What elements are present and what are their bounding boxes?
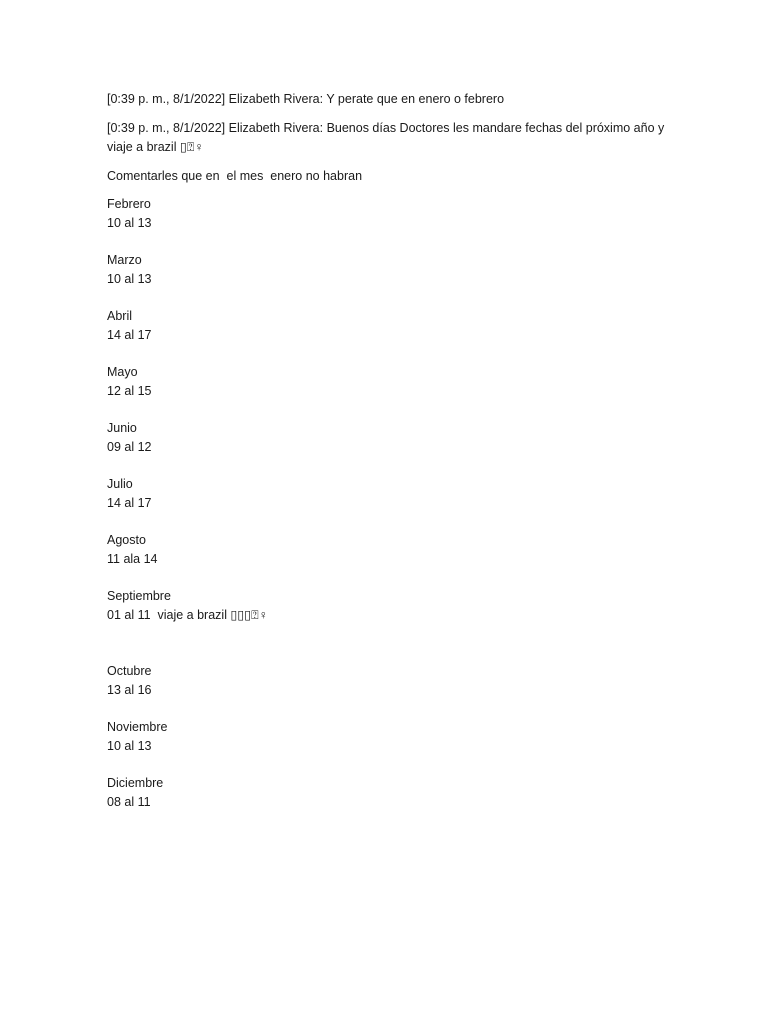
month-name: Abril [107,309,133,323]
month-entry-febrero [107,195,667,233]
month-dates: 08 al 11 [107,795,151,809]
month-name: Diciembre [107,776,164,790]
month-dates: 11 ala 14 [107,552,158,566]
chat-message-1: [0:39 p. m., 8/1/2022] Elizabeth Rivera: Y perate que en enero o febrero [107,92,505,106]
intro-line: Comentarles que en el mes enero no habran [107,169,363,183]
month-name: Mayo [107,365,138,379]
month-entry-abril [107,307,667,345]
month-name: Julio [107,477,133,491]
month-dates: 14 al 17 [107,496,152,510]
month-dates: 10 al 13 [107,216,152,230]
month-entry-junio [107,419,667,457]
month-entry-septiembre [107,587,667,625]
month-entry-marzo [107,251,667,289]
month-dates: 12 al 15 [107,384,152,398]
month-name: Marzo [107,253,142,267]
document-page [107,90,667,830]
month-entry-diciembre [107,774,667,812]
month-entry-agosto [107,531,667,569]
month-name: Agosto [107,533,146,547]
month-entry-noviembre [107,718,667,756]
month-dates: 10 al 13 [107,272,152,286]
chat-message-2: [0:39 p. m., 8/1/2022] Elizabeth Rivera: Buenos días Doctores les mandare fechas del próximo año y viaje a brazil ▯⍰♀ [107,121,668,154]
month-entry-octubre [107,662,667,700]
month-name: Octubre [107,664,152,678]
month-name: Junio [107,421,137,435]
month-entry-julio [107,475,667,513]
month-name: Septiembre [107,589,171,603]
month-name: Noviembre [107,720,168,734]
month-dates: 10 al 13 [107,739,152,753]
month-dates: 14 al 17 [107,328,152,342]
month-entry-mayo [107,363,667,401]
month-dates: 09 al 12 [107,440,152,454]
month-dates: 01 al 11 viaje a brazil ▯▯▯⍰♀ [107,608,268,622]
month-name: Febrero [107,197,151,211]
month-dates: 13 al 16 [107,683,152,697]
